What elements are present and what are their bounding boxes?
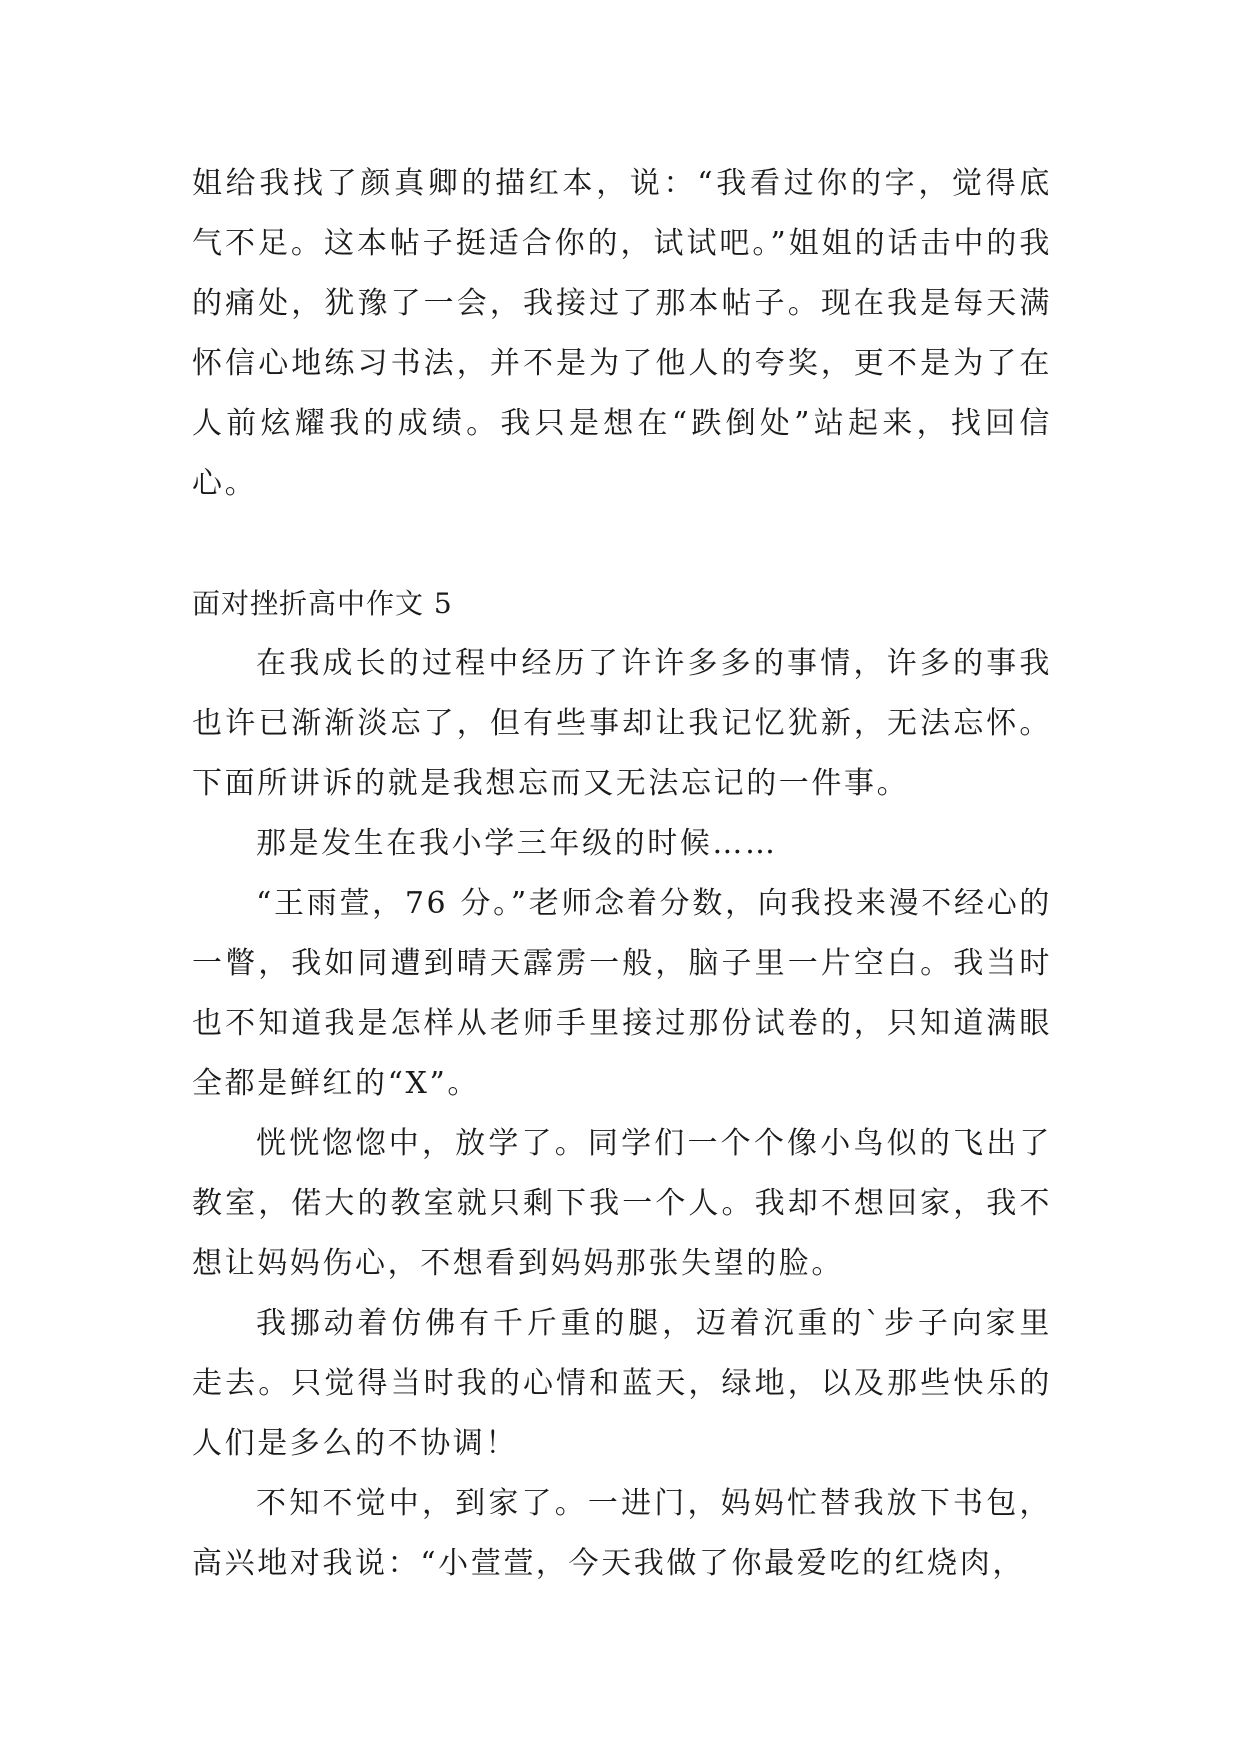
paragraph: 恍恍惚惚中，放学了。同学们一个个像小鸟似的飞出了教室，偌大的教室就只剩下我一个人。我却不想回家，我不想让妈妈伤心，不想看到妈妈那张失望的脸。 xyxy=(192,1126,1052,1281)
paragraph: 不知不觉中，到家了。一进门，妈妈忙替我放下书包，高兴地对我说：“小萱萱，今天我做了你最爱吃的红烧肉， xyxy=(192,1486,1052,1581)
paragraph: “王雨萱，76 分。”老师念着分数，向我投来漫不经心的一瞥，我如同遭到晴天霹雳一般，脑子里一片空白。我当时也不知道我是怎样从老师手里接过那份试卷的，只知道满眼全都是鲜红的“X”。 xyxy=(192,886,1052,1101)
continuation-paragraph: 姐给我找了颜真卿的描红本，说：“我看过你的字，觉得底气不足。这本帖子挺适合你的，试试吧。”姐姐的话击中的我的痛处，犹豫了一会，我接过了那本帖子。现在我是每天满怀信心地练习书法，并不是为了他人的夸奖，更不是为了在人前炫耀我的成绩。我只是想在“跌倒处”站起来，找回信心。 xyxy=(192,166,1052,501)
paragraph: 那是发生在我小学三年级的时候…… xyxy=(256,826,778,861)
paragraph: 我挪动着仿佛有千斤重的腿，迈着沉重的`步子向家里走去。只觉得当时我的心情和蓝天，绿地，以及那些快乐的人们是多么的不协调！ xyxy=(192,1306,1052,1461)
paragraph: 在我成长的过程中经历了许许多多的事情，许多的事我也许已渐渐淡忘了，但有些事却让我记忆犹新，无法忘怀。下面所讲诉的就是我想忘而又无法忘记的一件事。 xyxy=(192,646,1052,801)
section-title: 面对挫折高中作文 5 xyxy=(192,587,453,620)
document-body xyxy=(192,154,1052,1594)
